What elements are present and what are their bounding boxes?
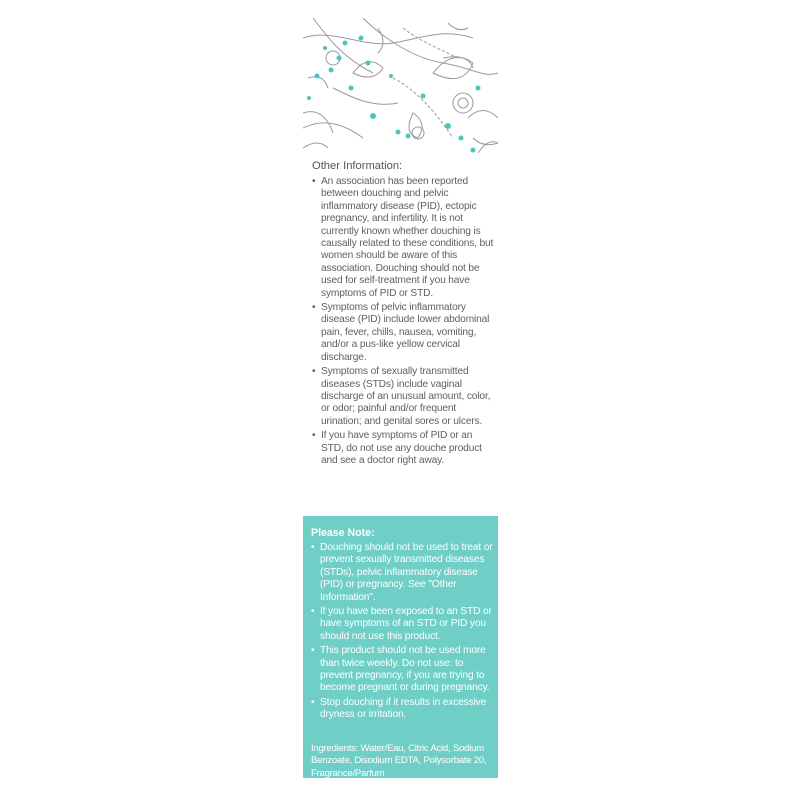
- list-item: • Stop douching if it results in excessive dryness or irritation.: [311, 697, 496, 722]
- list-item: • Douching should not be used to treat or prevent sexually transmitted diseases (STDs), pelvic inflammatory disease (PID) or pregnancy. See "Other Information".: [311, 542, 496, 604]
- please-note-heading: Please Note:: [311, 527, 375, 539]
- list-item: • This product should not be used more than twice weekly. Do not use: to prevent pregnancy, if you are trying to become pregnant or during pregnancy.: [311, 645, 496, 695]
- product-box-side-panel: [303, 18, 498, 778]
- other-information-heading: Other Information:: [312, 160, 403, 172]
- list-item: • If you have been exposed to an STD or have symptoms of an STD or PID you should not use this product.: [311, 606, 496, 643]
- please-note-list: [311, 542, 496, 722]
- ingredients-text: Ingredients: Water/Eau, Citric Acid, Sodium Benzoate, Disodium EDTA, Polysorbate 20, Fragrance/Parfum: [311, 743, 487, 778]
- list-item: • An association has been reported between douching and pelvic inflammatory disease (PID), ectopic pregnancy, and infertility. It is not currently known whether douching is causally related to these conditions, but women should be aware of this association. Douching should not be used for self-treatment if you have symptoms of PID or STD.: [312, 176, 496, 300]
- floral-decoration-icon: [303, 18, 498, 168]
- list-item: • If you have symptoms of PID or an STD, do not use any douche product and see a doctor right away.: [312, 430, 496, 467]
- other-information-list: [312, 176, 496, 467]
- list-item: • Symptoms of pelvic inflammatory disease (PID) include lower abdominal pain, fever, chills, nausea, vomiting, and/or a pus-like yellow cervical discharge.: [312, 302, 496, 364]
- please-note-section: [311, 526, 496, 724]
- list-item: • Symptoms of sexually transmitted diseases (STDs) include vaginal discharge of an unusual amount, color, or odor; painful and/or frequent urination; and genital sores or ulcers.: [312, 366, 496, 428]
- other-information-section: [312, 159, 496, 469]
- please-note-panel: [303, 516, 498, 778]
